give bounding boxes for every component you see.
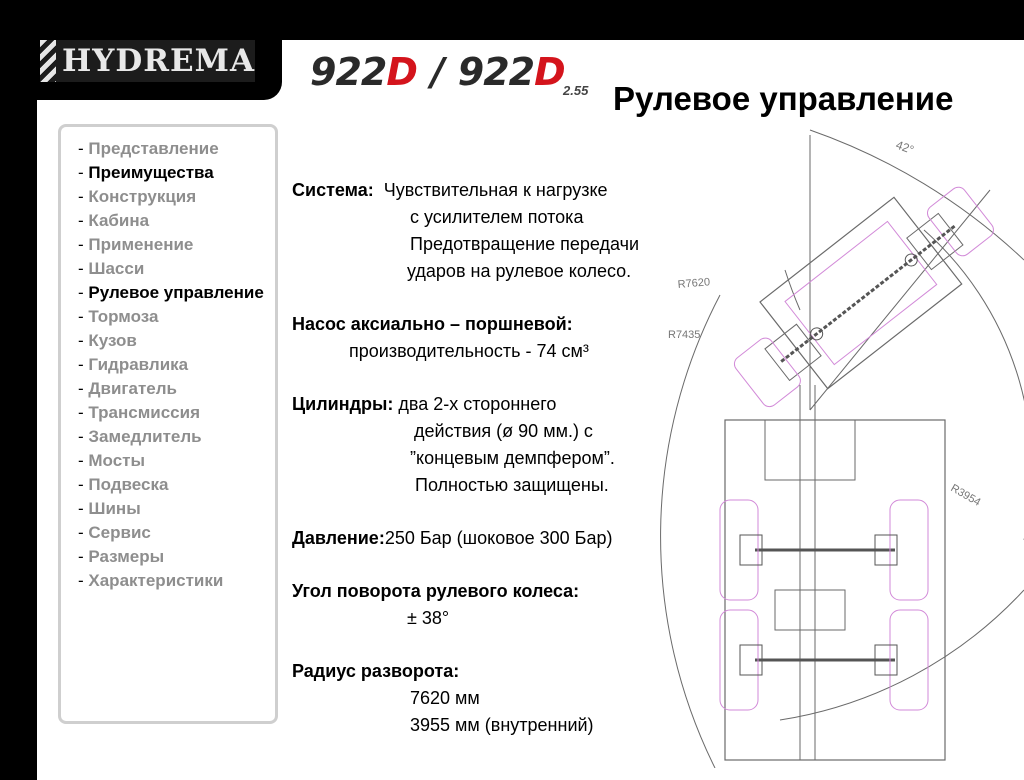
model-b-suffix: D [534,50,565,94]
sidebar-item-label: Мосты [88,451,146,470]
spec-cyl-line: ”концевым демпфером”. [410,448,615,468]
turn-radius-arc [661,295,720,768]
spec-radius-value: 7620 мм [410,688,480,708]
sidebar-item[interactable] [78,425,275,449]
radius-label-r7435: R7435 [668,329,701,341]
spec-pump [292,311,712,365]
spec-cyl-line: действия (ø 90 мм.) с [414,421,593,441]
sidebar-item[interactable] [78,257,275,281]
spec-system-line: с усилителем потока [410,207,584,227]
spec-radius [292,658,712,739]
model-a-number: 922 [310,50,387,94]
sidebar-item-label: Применение [88,235,194,254]
sidebar-item[interactable] [78,233,275,257]
spec-pressure [292,525,712,552]
sidebar-item-dash: - [78,283,89,302]
spec-radius-label: Радиус разворота: [292,661,460,681]
chassis-frame [720,385,945,760]
sidebar-nav [58,124,278,724]
sidebar-item-label: Кабина [88,211,150,230]
spec-radius-value: 3955 мм (внутренний) [410,715,594,735]
radius-label-r7620: R7620 [677,276,711,291]
spec-system-label: Система: [292,180,374,200]
sidebar-item[interactable] [78,545,275,569]
sidebar-item[interactable] [78,377,275,401]
sidebar-item[interactable] [78,449,275,473]
sidebar-item-dash: - [78,211,89,230]
sidebar-item-dash: - [78,403,89,422]
sidebar-item-dash: - [78,571,89,590]
sidebar-item-dash: - [78,331,89,350]
spec-cylinders [292,391,712,499]
sidebar-item-label: Сервис [88,523,151,542]
sidebar-item-label: Представление [88,139,219,158]
sidebar-item[interactable] [78,401,275,425]
spec-pressure-label: Давление: [292,528,385,548]
sidebar-item[interactable] [78,521,275,545]
sidebar-item[interactable] [78,569,275,593]
spec-system-line: Чувствительная к нагрузке [383,180,608,200]
spec-pressure-value: 250 Бар (шоковое 300 Бар) [384,528,613,548]
sidebar-item-dash: - [78,187,89,206]
spec-pump-value: производительность - 74 см³ [349,341,589,361]
sidebar-item-label: Шины [88,499,141,518]
sidebar-item[interactable] [78,305,275,329]
spec-angle [292,578,712,632]
sidebar-item-dash: - [78,355,89,374]
sidebar-item-label: Подвеска [88,475,169,494]
sidebar-item-dash: - [78,235,89,254]
sidebar-item-dash: - [78,523,89,542]
turn-radius-outer-arc [810,130,1024,260]
sidebar-item-label: Гидравлика [88,355,189,374]
sidebar-item[interactable] [78,497,275,521]
spec-system-line: Предотвращение передачи [410,234,640,254]
sidebar-item-label: Трансмиссия [88,403,200,422]
sidebar-item-label: Тормоза [88,307,159,326]
sidebar-item-dash: - [78,475,89,494]
spec-cyl-line: Полностью защищены. [415,475,609,495]
spec-system [292,177,712,285]
spec-cyl-label: Цилиндры: [292,394,394,414]
steering-drawing [660,120,1024,768]
sidebar-item-label: Преимущества [88,163,214,182]
specs-panel [292,177,712,765]
sidebar-item-label: Характеристики [88,571,224,590]
sidebar-item[interactable] [78,353,275,377]
front-axle-assembly [713,160,1009,425]
model-separator: / [430,50,444,94]
sidebar-item-dash: - [78,427,89,446]
sidebar-item-dash: - [78,547,89,566]
sidebar-item-label: Двигатель [88,379,177,398]
sidebar-item-label: Кузов [88,331,137,350]
sidebar-item-label: Конструкция [88,187,197,206]
spec-angle-label: Угол поворота рулевого колеса: [292,581,580,601]
logo-stripes-icon [40,40,56,82]
spec-pump-label: Насос аксиально – поршневой: [292,314,573,334]
spec-system-line: ударов на рулевое колесо. [407,261,632,281]
model-title [310,48,565,96]
hydrema-logo [40,40,255,82]
sidebar-item-label: Замедлитель [88,427,202,446]
spec-angle-value: ± 38° [407,608,450,628]
sidebar-item-dash: - [78,163,89,182]
sidebar-item-dash: - [78,259,89,278]
sidebar-item[interactable] [78,185,275,209]
page-title: Рулевое управление [613,80,954,117]
sidebar-item-dash: - [78,379,89,398]
angle-line [810,190,990,410]
sidebar-item[interactable] [78,329,275,353]
radius-label-r3954: R3954 [948,482,983,509]
sidebar-item[interactable] [78,209,275,233]
angle-label: 42° [893,137,916,158]
logo-text: HYDREMA [61,43,255,79]
sidebar-item-label: Размеры [88,547,165,566]
sidebar-item-dash: - [78,139,89,158]
sidebar-item[interactable] [78,281,275,305]
model-b-number: 922 [457,50,535,94]
model-b-subtitle: 2.55 [563,83,589,98]
sidebar-item-dash: - [78,451,89,470]
sidebar-item-dash: - [78,307,89,326]
model-a-suffix: D [386,50,417,94]
spec-cyl-line: два 2-х стороннего [398,394,557,414]
sidebar-item[interactable] [78,473,275,497]
sidebar-item-label: Шасси [88,259,145,278]
sidebar-item[interactable] [78,137,275,161]
sidebar-item[interactable] [78,161,275,185]
sidebar-item-label: Рулевое управление [88,283,264,302]
sidebar-item-dash: - [78,499,89,518]
